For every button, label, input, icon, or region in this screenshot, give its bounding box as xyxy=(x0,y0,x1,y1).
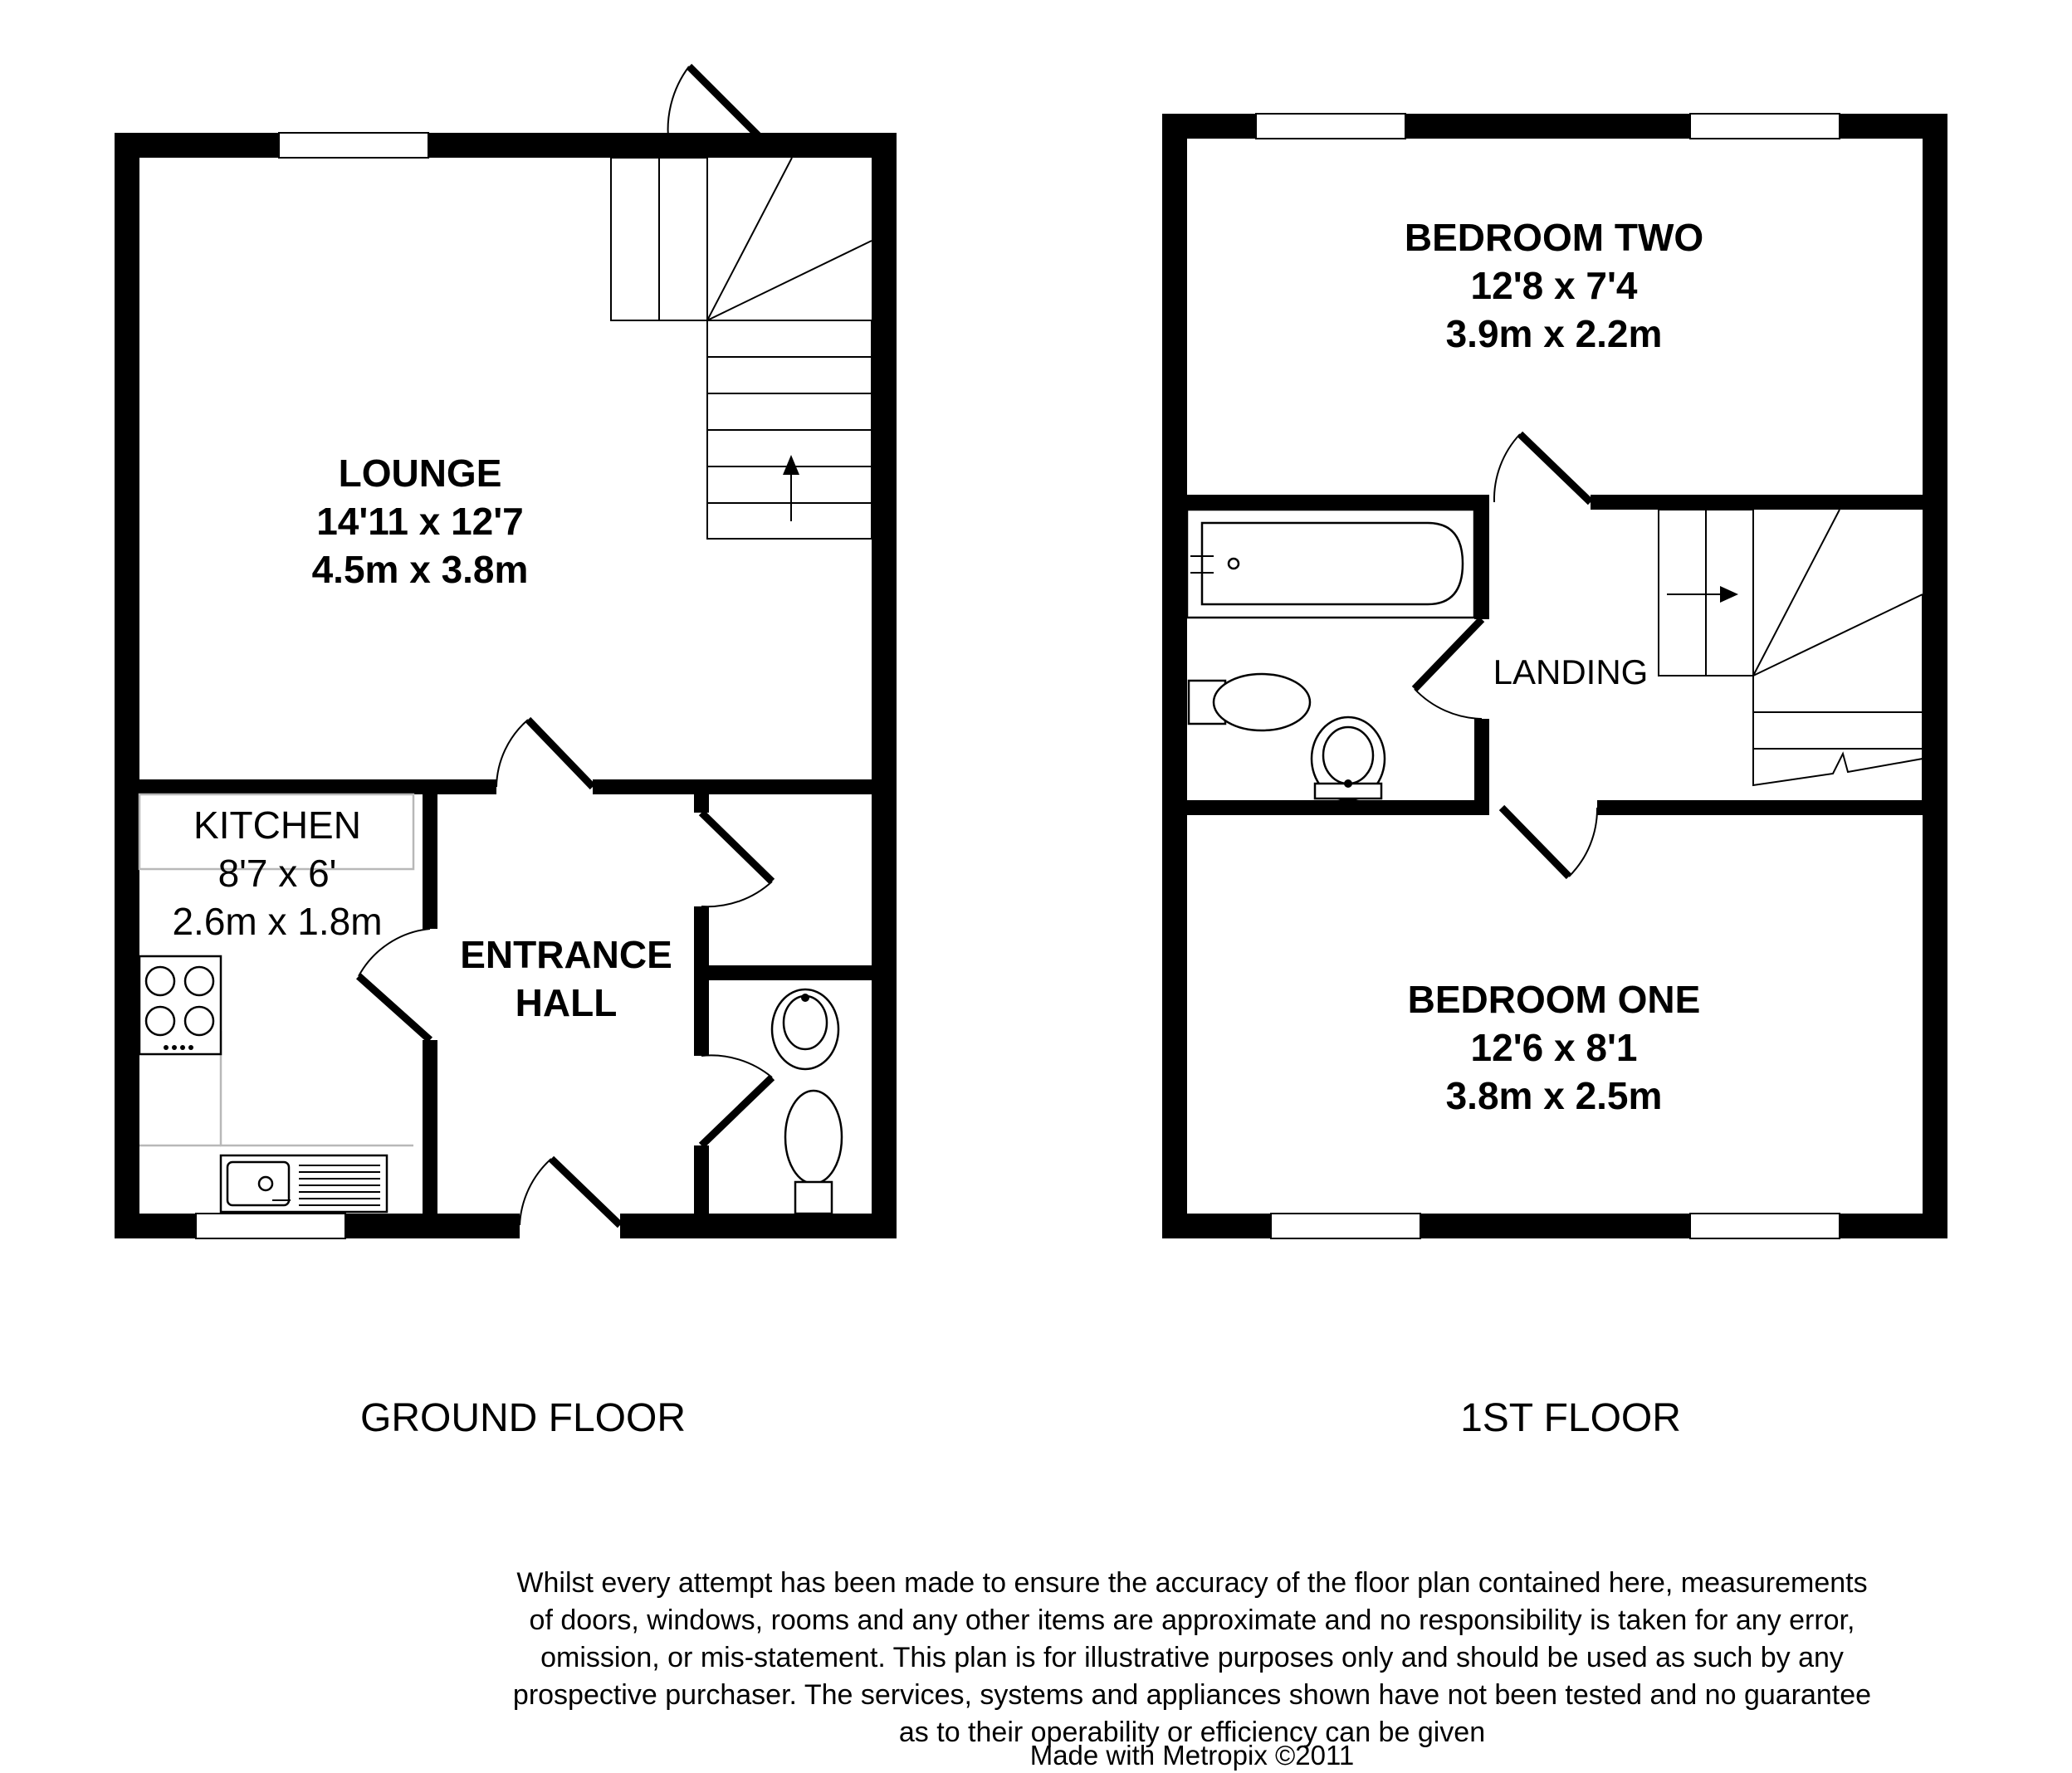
basin-icon xyxy=(772,989,838,1069)
bed1-door xyxy=(1502,808,1569,877)
bedroom-one-name: BEDROOM ONE xyxy=(1407,978,1701,1021)
disclaimer-line-3: omission, or mis-statement. This plan is for illustrative purposes only and should be used as such by any xyxy=(540,1642,1844,1673)
toilet-icon xyxy=(785,1091,842,1214)
disclaimer-line-2: of doors, windows, rooms and any other items are approximate and no responsibility is taken for any error, xyxy=(529,1604,1855,1636)
ground-staircase xyxy=(611,158,872,539)
kitchen-hall-wall-upper xyxy=(423,779,437,929)
cupboard-door-swing xyxy=(701,882,772,906)
landing-name: LANDING xyxy=(1493,652,1649,691)
cupboard-wall-mid xyxy=(694,906,709,1056)
bathroom-door-swing xyxy=(1415,689,1482,719)
lounge-window xyxy=(279,133,428,158)
kitchen-sink-icon xyxy=(221,1155,387,1212)
first-staircase xyxy=(1659,510,1923,800)
back-door xyxy=(689,66,764,141)
bed2-lower-wall-left xyxy=(1162,495,1474,510)
stairs-up-arrowhead xyxy=(783,455,799,475)
front-door xyxy=(551,1159,620,1225)
entrance-hall-name-line2: HALL xyxy=(515,981,618,1024)
disclaimer-line-4: prospective purchaser. The services, systems and appliances shown have not been tested and no guarantee xyxy=(512,1679,1872,1711)
kitchen-name: KITCHEN xyxy=(193,803,361,847)
ground-wall-bottom-right xyxy=(620,1214,897,1238)
bathroom-landing-wall-upper xyxy=(1474,495,1489,619)
ground-floor-plan xyxy=(115,66,897,1238)
wc-door-swing xyxy=(701,1055,772,1077)
first-floor-caption: 1ST FLOOR xyxy=(1460,1396,1681,1440)
bed2-door-swing xyxy=(1494,434,1520,502)
bedroom-one-metric: 3.8m x 2.5m xyxy=(1445,1074,1663,1117)
cupboard-divider xyxy=(694,965,897,980)
disclaimer-line-1: Whilst every attempt has been made to ensure the accuracy of the floor plan contained here, measurements xyxy=(516,1567,1868,1599)
wc-wall-lower xyxy=(694,1145,709,1237)
lounge-metric: 4.5m x 3.8m xyxy=(311,548,529,591)
toilet-icon-first xyxy=(1189,674,1310,730)
cupboard-door xyxy=(701,813,772,882)
ground-wall-left xyxy=(115,133,139,1237)
lounge-lower-wall-left xyxy=(115,779,496,794)
kitchen-door xyxy=(359,976,430,1040)
entrance-hall-name-line1: ENTRANCE xyxy=(460,933,672,976)
disclaimer-credit: Made with Metropix ©2011 xyxy=(1029,1740,1355,1771)
bathroom-door xyxy=(1415,619,1482,689)
bath-icon xyxy=(1187,510,1474,618)
lounge-name: LOUNGE xyxy=(338,452,502,495)
ground-floor-labels xyxy=(172,452,686,1440)
first-wall-left xyxy=(1162,114,1187,1238)
first-floor-labels xyxy=(1405,216,1703,1440)
wc-door xyxy=(701,1077,772,1145)
ground-wc-fixtures xyxy=(772,989,842,1214)
bed1-upper-wall-left xyxy=(1162,800,1489,815)
basin-icon-first xyxy=(1312,717,1385,800)
kitchen-window xyxy=(196,1214,345,1238)
cupboard-wall-upper xyxy=(694,794,709,813)
bed2-window-right xyxy=(1690,114,1840,139)
kitchen-metric: 2.6m x 1.8m xyxy=(172,900,383,943)
lounge-lower-wall-right xyxy=(593,779,897,794)
ground-wall-right xyxy=(872,133,897,1237)
disclaimer-line-5: as to their operability or efficiency can be given xyxy=(898,1717,1486,1748)
bed2-door xyxy=(1520,434,1591,502)
lounge-hall-door-swing xyxy=(496,720,528,787)
bedroom-two-metric: 3.9m x 2.2m xyxy=(1445,312,1663,355)
bed2-lower-wall-right xyxy=(1591,495,1947,510)
first-wall-right-side xyxy=(1923,114,1947,1238)
bedroom-two-imperial: 12'8 x 7'4 xyxy=(1470,264,1638,307)
bedroom-one-imperial: 12'6 x 8'1 xyxy=(1470,1026,1638,1069)
lounge-imperial: 14'11 x 12'7 xyxy=(316,500,524,543)
bathroom-fixtures xyxy=(1187,510,1474,800)
bed1-window-right xyxy=(1690,1214,1840,1238)
bed1-window-left xyxy=(1271,1214,1420,1238)
lounge-hall-door xyxy=(528,720,593,787)
bed2-window-left xyxy=(1256,114,1405,139)
ground-floor-caption: GROUND FLOOR xyxy=(359,1396,687,1440)
hob-icon xyxy=(139,956,221,1054)
bed1-door-swing xyxy=(1569,808,1597,877)
kitchen-hall-wall-lower xyxy=(423,1040,437,1237)
bed1-upper-wall-right xyxy=(1597,800,1947,815)
kitchen-imperial: 8'7 x 6' xyxy=(217,852,337,895)
ground-wall-top xyxy=(115,133,895,158)
stairs-right-arrowhead xyxy=(1720,586,1738,603)
front-door-swing xyxy=(520,1159,551,1225)
disclaimer xyxy=(513,1567,1871,1771)
bedroom-two-name: BEDROOM TWO xyxy=(1404,216,1704,259)
